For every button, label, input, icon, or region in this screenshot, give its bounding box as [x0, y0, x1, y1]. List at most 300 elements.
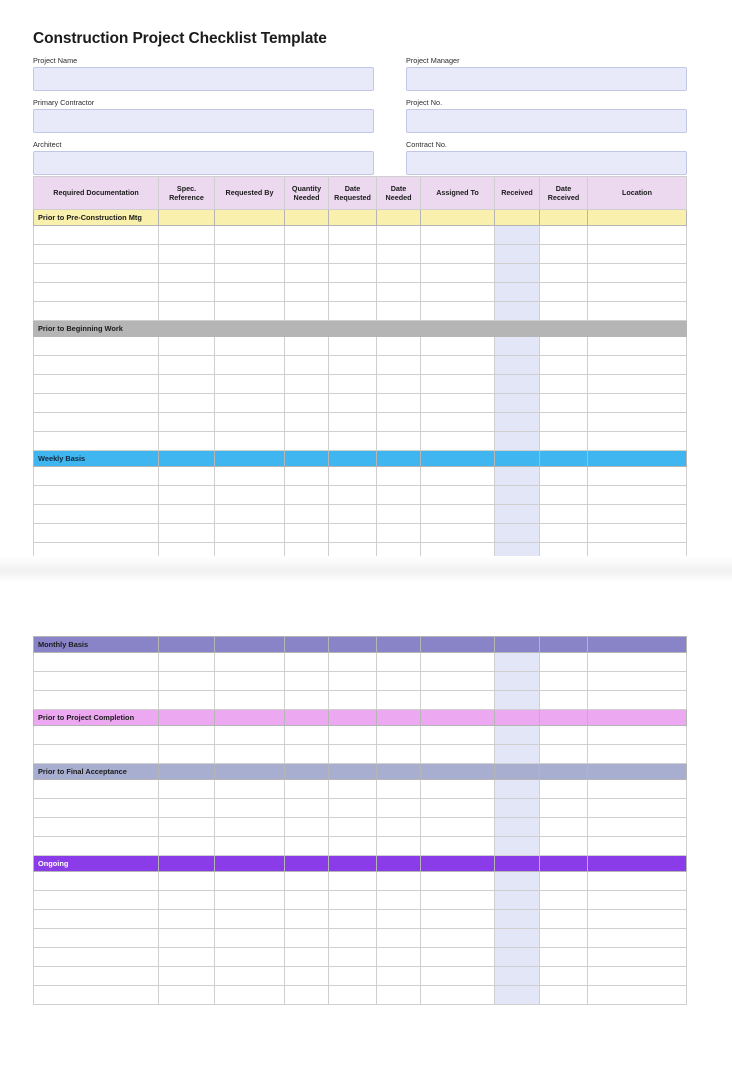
table-cell-date-received[interactable]: [540, 486, 588, 505]
table-cell-location[interactable]: [588, 672, 687, 691]
table-cell-date-requested[interactable]: [329, 986, 377, 1005]
table-cell-assigned-to[interactable]: [421, 486, 495, 505]
table-cell-assigned-to[interactable]: [421, 413, 495, 432]
table-cell-assigned-to[interactable]: [421, 948, 495, 967]
table-cell-date-requested[interactable]: [329, 929, 377, 948]
table-cell-quantity-needed[interactable]: [285, 672, 329, 691]
table-cell-requested-by[interactable]: [215, 948, 285, 967]
table-cell-spec-reference[interactable]: [159, 283, 215, 302]
table-cell-spec-reference[interactable]: [159, 356, 215, 375]
table-cell-date-received[interactable]: [540, 394, 588, 413]
table-cell-date-needed[interactable]: [377, 337, 421, 356]
table-cell-date-received[interactable]: [540, 726, 588, 745]
table-cell-requested-by[interactable]: [215, 726, 285, 745]
table-cell-date-needed[interactable]: [377, 653, 421, 672]
table-cell-received[interactable]: [495, 264, 540, 283]
table-cell-date-received[interactable]: [540, 356, 588, 375]
table-cell-date-requested[interactable]: [329, 672, 377, 691]
table-cell-date-needed[interactable]: [377, 745, 421, 764]
table-cell-requested-by[interactable]: [215, 302, 285, 321]
table-cell-spec-reference[interactable]: [159, 653, 215, 672]
table-cell-date-needed[interactable]: [377, 910, 421, 929]
table-cell-quantity-needed[interactable]: [285, 432, 329, 451]
table-cell-assigned-to[interactable]: [421, 302, 495, 321]
table-cell-quantity-needed[interactable]: [285, 799, 329, 818]
table-cell-required-documentation[interactable]: [34, 356, 159, 375]
table-cell-requested-by[interactable]: [215, 818, 285, 837]
table-cell-date-requested[interactable]: [329, 245, 377, 264]
table-cell-date-received[interactable]: [540, 264, 588, 283]
table-cell-assigned-to[interactable]: [421, 745, 495, 764]
table-cell-quantity-needed[interactable]: [285, 986, 329, 1005]
table-cell-required-documentation[interactable]: [34, 891, 159, 910]
table-cell-assigned-to[interactable]: [421, 891, 495, 910]
table-cell-date-needed[interactable]: [377, 799, 421, 818]
table-cell-date-requested[interactable]: [329, 691, 377, 710]
table-cell-quantity-needed[interactable]: [285, 356, 329, 375]
table-cell-requested-by[interactable]: [215, 337, 285, 356]
table-cell-received[interactable]: [495, 726, 540, 745]
table-cell-required-documentation[interactable]: [34, 486, 159, 505]
table-cell-requested-by[interactable]: [215, 653, 285, 672]
table-cell-spec-reference[interactable]: [159, 486, 215, 505]
table-cell-received[interactable]: [495, 672, 540, 691]
table-cell-requested-by[interactable]: [215, 467, 285, 486]
table-cell-location[interactable]: [588, 837, 687, 856]
table-cell-received[interactable]: [495, 356, 540, 375]
table-cell-quantity-needed[interactable]: [285, 837, 329, 856]
table-cell-quantity-needed[interactable]: [285, 891, 329, 910]
table-cell-quantity-needed[interactable]: [285, 283, 329, 302]
table-cell-date-received[interactable]: [540, 872, 588, 891]
table-cell-date-needed[interactable]: [377, 356, 421, 375]
input-project-no[interactable]: [406, 109, 687, 133]
input-architect[interactable]: [33, 151, 374, 175]
table-cell-assigned-to[interactable]: [421, 910, 495, 929]
table-cell-assigned-to[interactable]: [421, 726, 495, 745]
table-cell-spec-reference[interactable]: [159, 505, 215, 524]
table-cell-location[interactable]: [588, 653, 687, 672]
table-cell-quantity-needed[interactable]: [285, 929, 329, 948]
table-cell-date-received[interactable]: [540, 245, 588, 264]
table-cell-received[interactable]: [495, 245, 540, 264]
table-cell-spec-reference[interactable]: [159, 302, 215, 321]
table-cell-received[interactable]: [495, 302, 540, 321]
table-cell-required-documentation[interactable]: [34, 337, 159, 356]
table-cell-requested-by[interactable]: [215, 780, 285, 799]
table-cell-assigned-to[interactable]: [421, 356, 495, 375]
table-cell-date-requested[interactable]: [329, 780, 377, 799]
table-cell-spec-reference[interactable]: [159, 967, 215, 986]
table-cell-assigned-to[interactable]: [421, 524, 495, 543]
table-cell-required-documentation[interactable]: [34, 986, 159, 1005]
table-cell-date-requested[interactable]: [329, 726, 377, 745]
table-cell-date-requested[interactable]: [329, 356, 377, 375]
table-cell-date-received[interactable]: [540, 837, 588, 856]
table-cell-quantity-needed[interactable]: [285, 818, 329, 837]
table-cell-location[interactable]: [588, 691, 687, 710]
table-cell-location[interactable]: [588, 872, 687, 891]
table-cell-spec-reference[interactable]: [159, 524, 215, 543]
table-cell-date-requested[interactable]: [329, 486, 377, 505]
table-cell-date-needed[interactable]: [377, 432, 421, 451]
table-cell-quantity-needed[interactable]: [285, 264, 329, 283]
table-cell-received[interactable]: [495, 818, 540, 837]
table-cell-location[interactable]: [588, 432, 687, 451]
table-cell-assigned-to[interactable]: [421, 375, 495, 394]
table-cell-date-needed[interactable]: [377, 264, 421, 283]
table-cell-required-documentation[interactable]: [34, 929, 159, 948]
table-cell-assigned-to[interactable]: [421, 967, 495, 986]
table-cell-requested-by[interactable]: [215, 799, 285, 818]
table-cell-date-received[interactable]: [540, 283, 588, 302]
table-cell-required-documentation[interactable]: [34, 505, 159, 524]
table-cell-assigned-to[interactable]: [421, 505, 495, 524]
table-cell-required-documentation[interactable]: [34, 245, 159, 264]
table-cell-received[interactable]: [495, 653, 540, 672]
table-cell-date-needed[interactable]: [377, 818, 421, 837]
table-cell-date-requested[interactable]: [329, 264, 377, 283]
table-cell-received[interactable]: [495, 467, 540, 486]
table-cell-date-received[interactable]: [540, 375, 588, 394]
table-cell-assigned-to[interactable]: [421, 691, 495, 710]
table-cell-required-documentation[interactable]: [34, 780, 159, 799]
table-cell-requested-by[interactable]: [215, 929, 285, 948]
table-cell-location[interactable]: [588, 505, 687, 524]
table-cell-requested-by[interactable]: [215, 837, 285, 856]
table-cell-assigned-to[interactable]: [421, 929, 495, 948]
table-cell-location[interactable]: [588, 467, 687, 486]
table-cell-date-received[interactable]: [540, 967, 588, 986]
table-cell-date-received[interactable]: [540, 413, 588, 432]
table-cell-quantity-needed[interactable]: [285, 505, 329, 524]
table-cell-requested-by[interactable]: [215, 375, 285, 394]
table-cell-assigned-to[interactable]: [421, 986, 495, 1005]
table-cell-date-needed[interactable]: [377, 672, 421, 691]
table-cell-spec-reference[interactable]: [159, 375, 215, 394]
table-cell-quantity-needed[interactable]: [285, 226, 329, 245]
table-cell-requested-by[interactable]: [215, 245, 285, 264]
table-cell-quantity-needed[interactable]: [285, 948, 329, 967]
table-cell-assigned-to[interactable]: [421, 837, 495, 856]
table-cell-quantity-needed[interactable]: [285, 524, 329, 543]
table-cell-spec-reference[interactable]: [159, 891, 215, 910]
table-cell-quantity-needed[interactable]: [285, 302, 329, 321]
table-cell-requested-by[interactable]: [215, 745, 285, 764]
input-primary-contractor[interactable]: [33, 109, 374, 133]
table-cell-assigned-to[interactable]: [421, 432, 495, 451]
table-cell-requested-by[interactable]: [215, 283, 285, 302]
table-cell-quantity-needed[interactable]: [285, 872, 329, 891]
table-cell-date-needed[interactable]: [377, 726, 421, 745]
table-cell-date-requested[interactable]: [329, 413, 377, 432]
table-cell-location[interactable]: [588, 967, 687, 986]
table-cell-spec-reference[interactable]: [159, 929, 215, 948]
table-cell-received[interactable]: [495, 394, 540, 413]
table-cell-date-requested[interactable]: [329, 872, 377, 891]
table-cell-date-requested[interactable]: [329, 818, 377, 837]
table-cell-received[interactable]: [495, 524, 540, 543]
table-cell-requested-by[interactable]: [215, 986, 285, 1005]
table-cell-spec-reference[interactable]: [159, 872, 215, 891]
table-cell-date-received[interactable]: [540, 986, 588, 1005]
table-cell-requested-by[interactable]: [215, 910, 285, 929]
table-cell-required-documentation[interactable]: [34, 375, 159, 394]
table-cell-assigned-to[interactable]: [421, 780, 495, 799]
table-cell-spec-reference[interactable]: [159, 818, 215, 837]
table-cell-spec-reference[interactable]: [159, 799, 215, 818]
table-cell-date-requested[interactable]: [329, 891, 377, 910]
table-cell-required-documentation[interactable]: [34, 264, 159, 283]
table-cell-location[interactable]: [588, 948, 687, 967]
table-cell-location[interactable]: [588, 818, 687, 837]
table-cell-spec-reference[interactable]: [159, 745, 215, 764]
table-cell-required-documentation[interactable]: [34, 872, 159, 891]
table-cell-date-received[interactable]: [540, 818, 588, 837]
table-cell-required-documentation[interactable]: [34, 467, 159, 486]
table-cell-quantity-needed[interactable]: [285, 967, 329, 986]
table-cell-date-requested[interactable]: [329, 948, 377, 967]
table-cell-assigned-to[interactable]: [421, 226, 495, 245]
table-cell-location[interactable]: [588, 413, 687, 432]
table-cell-location[interactable]: [588, 245, 687, 264]
table-cell-date-requested[interactable]: [329, 745, 377, 764]
table-cell-date-needed[interactable]: [377, 929, 421, 948]
table-cell-spec-reference[interactable]: [159, 726, 215, 745]
table-cell-requested-by[interactable]: [215, 505, 285, 524]
table-cell-spec-reference[interactable]: [159, 780, 215, 799]
table-cell-date-received[interactable]: [540, 691, 588, 710]
table-cell-requested-by[interactable]: [215, 413, 285, 432]
table-cell-date-received[interactable]: [540, 780, 588, 799]
table-cell-date-needed[interactable]: [377, 967, 421, 986]
table-cell-date-needed[interactable]: [377, 891, 421, 910]
table-cell-date-received[interactable]: [540, 337, 588, 356]
table-cell-quantity-needed[interactable]: [285, 780, 329, 799]
table-cell-received[interactable]: [495, 337, 540, 356]
table-cell-date-received[interactable]: [540, 745, 588, 764]
table-cell-received[interactable]: [495, 413, 540, 432]
table-cell-requested-by[interactable]: [215, 432, 285, 451]
table-cell-location[interactable]: [588, 375, 687, 394]
table-cell-requested-by[interactable]: [215, 264, 285, 283]
table-cell-date-requested[interactable]: [329, 837, 377, 856]
table-cell-date-needed[interactable]: [377, 283, 421, 302]
table-cell-required-documentation[interactable]: [34, 226, 159, 245]
table-cell-date-requested[interactable]: [329, 524, 377, 543]
table-cell-requested-by[interactable]: [215, 394, 285, 413]
table-cell-location[interactable]: [588, 726, 687, 745]
table-cell-received[interactable]: [495, 910, 540, 929]
input-contract-no[interactable]: [406, 151, 687, 175]
table-cell-date-requested[interactable]: [329, 653, 377, 672]
table-cell-requested-by[interactable]: [215, 226, 285, 245]
table-cell-location[interactable]: [588, 302, 687, 321]
table-cell-assigned-to[interactable]: [421, 467, 495, 486]
table-cell-required-documentation[interactable]: [34, 745, 159, 764]
table-cell-spec-reference[interactable]: [159, 337, 215, 356]
table-cell-quantity-needed[interactable]: [285, 745, 329, 764]
table-cell-spec-reference[interactable]: [159, 245, 215, 264]
table-cell-date-received[interactable]: [540, 524, 588, 543]
table-cell-received[interactable]: [495, 226, 540, 245]
table-cell-spec-reference[interactable]: [159, 910, 215, 929]
table-cell-location[interactable]: [588, 356, 687, 375]
table-cell-date-needed[interactable]: [377, 837, 421, 856]
table-cell-received[interactable]: [495, 375, 540, 394]
table-cell-date-received[interactable]: [540, 672, 588, 691]
table-cell-required-documentation[interactable]: [34, 948, 159, 967]
table-cell-date-needed[interactable]: [377, 872, 421, 891]
table-cell-quantity-needed[interactable]: [285, 394, 329, 413]
table-cell-received[interactable]: [495, 891, 540, 910]
table-cell-required-documentation[interactable]: [34, 394, 159, 413]
table-cell-location[interactable]: [588, 337, 687, 356]
table-cell-location[interactable]: [588, 929, 687, 948]
table-cell-requested-by[interactable]: [215, 872, 285, 891]
table-cell-date-requested[interactable]: [329, 505, 377, 524]
table-cell-received[interactable]: [495, 799, 540, 818]
table-cell-quantity-needed[interactable]: [285, 337, 329, 356]
table-cell-location[interactable]: [588, 283, 687, 302]
table-cell-requested-by[interactable]: [215, 967, 285, 986]
table-cell-date-requested[interactable]: [329, 799, 377, 818]
table-cell-required-documentation[interactable]: [34, 799, 159, 818]
table-cell-required-documentation[interactable]: [34, 691, 159, 710]
table-cell-required-documentation[interactable]: [34, 672, 159, 691]
table-cell-assigned-to[interactable]: [421, 872, 495, 891]
table-cell-location[interactable]: [588, 745, 687, 764]
table-cell-date-requested[interactable]: [329, 467, 377, 486]
table-cell-date-needed[interactable]: [377, 986, 421, 1005]
table-cell-date-received[interactable]: [540, 929, 588, 948]
table-cell-spec-reference[interactable]: [159, 837, 215, 856]
table-cell-quantity-needed[interactable]: [285, 726, 329, 745]
table-cell-requested-by[interactable]: [215, 486, 285, 505]
table-cell-assigned-to[interactable]: [421, 337, 495, 356]
table-cell-assigned-to[interactable]: [421, 799, 495, 818]
table-cell-spec-reference[interactable]: [159, 467, 215, 486]
table-cell-required-documentation[interactable]: [34, 524, 159, 543]
table-cell-required-documentation[interactable]: [34, 283, 159, 302]
table-cell-received[interactable]: [495, 486, 540, 505]
table-cell-date-requested[interactable]: [329, 910, 377, 929]
table-cell-received[interactable]: [495, 505, 540, 524]
table-cell-quantity-needed[interactable]: [285, 375, 329, 394]
table-cell-required-documentation[interactable]: [34, 413, 159, 432]
table-cell-date-requested[interactable]: [329, 394, 377, 413]
table-cell-assigned-to[interactable]: [421, 264, 495, 283]
input-project-name[interactable]: [33, 67, 374, 91]
table-cell-received[interactable]: [495, 283, 540, 302]
table-cell-spec-reference[interactable]: [159, 691, 215, 710]
table-cell-requested-by[interactable]: [215, 524, 285, 543]
table-cell-received[interactable]: [495, 691, 540, 710]
table-cell-location[interactable]: [588, 986, 687, 1005]
table-cell-date-requested[interactable]: [329, 283, 377, 302]
input-project-manager[interactable]: [406, 67, 687, 91]
table-cell-date-needed[interactable]: [377, 948, 421, 967]
table-cell-location[interactable]: [588, 226, 687, 245]
table-cell-date-received[interactable]: [540, 653, 588, 672]
table-cell-date-received[interactable]: [540, 505, 588, 524]
table-cell-assigned-to[interactable]: [421, 394, 495, 413]
table-cell-received[interactable]: [495, 745, 540, 764]
table-cell-spec-reference[interactable]: [159, 264, 215, 283]
table-cell-location[interactable]: [588, 910, 687, 929]
table-cell-date-needed[interactable]: [377, 524, 421, 543]
table-cell-date-received[interactable]: [540, 910, 588, 929]
table-cell-date-received[interactable]: [540, 799, 588, 818]
table-cell-quantity-needed[interactable]: [285, 467, 329, 486]
table-cell-location[interactable]: [588, 891, 687, 910]
table-cell-assigned-to[interactable]: [421, 283, 495, 302]
table-cell-spec-reference[interactable]: [159, 394, 215, 413]
table-cell-received[interactable]: [495, 948, 540, 967]
table-cell-spec-reference[interactable]: [159, 226, 215, 245]
table-cell-date-requested[interactable]: [329, 302, 377, 321]
table-cell-spec-reference[interactable]: [159, 948, 215, 967]
table-cell-date-needed[interactable]: [377, 302, 421, 321]
table-cell-spec-reference[interactable]: [159, 432, 215, 451]
table-cell-received[interactable]: [495, 837, 540, 856]
table-cell-date-requested[interactable]: [329, 375, 377, 394]
table-cell-date-needed[interactable]: [377, 505, 421, 524]
table-cell-date-received[interactable]: [540, 467, 588, 486]
table-cell-date-needed[interactable]: [377, 413, 421, 432]
table-cell-location[interactable]: [588, 264, 687, 283]
table-cell-received[interactable]: [495, 780, 540, 799]
table-cell-received[interactable]: [495, 432, 540, 451]
table-cell-date-needed[interactable]: [377, 467, 421, 486]
table-cell-assigned-to[interactable]: [421, 818, 495, 837]
table-cell-date-requested[interactable]: [329, 337, 377, 356]
table-cell-quantity-needed[interactable]: [285, 413, 329, 432]
table-cell-date-received[interactable]: [540, 302, 588, 321]
table-cell-spec-reference[interactable]: [159, 986, 215, 1005]
table-cell-date-requested[interactable]: [329, 432, 377, 451]
table-cell-date-requested[interactable]: [329, 967, 377, 986]
table-cell-date-needed[interactable]: [377, 245, 421, 264]
table-cell-required-documentation[interactable]: [34, 910, 159, 929]
table-cell-required-documentation[interactable]: [34, 837, 159, 856]
table-cell-assigned-to[interactable]: [421, 672, 495, 691]
table-cell-assigned-to[interactable]: [421, 653, 495, 672]
table-cell-location[interactable]: [588, 780, 687, 799]
table-cell-quantity-needed[interactable]: [285, 245, 329, 264]
table-cell-required-documentation[interactable]: [34, 432, 159, 451]
table-cell-date-received[interactable]: [540, 891, 588, 910]
table-cell-required-documentation[interactable]: [34, 302, 159, 321]
table-cell-date-received[interactable]: [540, 948, 588, 967]
table-cell-required-documentation[interactable]: [34, 967, 159, 986]
table-cell-required-documentation[interactable]: [34, 653, 159, 672]
table-cell-date-needed[interactable]: [377, 780, 421, 799]
table-cell-required-documentation[interactable]: [34, 726, 159, 745]
table-cell-received[interactable]: [495, 872, 540, 891]
table-cell-assigned-to[interactable]: [421, 245, 495, 264]
table-cell-requested-by[interactable]: [215, 691, 285, 710]
table-cell-location[interactable]: [588, 486, 687, 505]
table-cell-date-received[interactable]: [540, 226, 588, 245]
table-cell-date-needed[interactable]: [377, 375, 421, 394]
table-cell-date-needed[interactable]: [377, 394, 421, 413]
table-cell-date-needed[interactable]: [377, 691, 421, 710]
table-cell-quantity-needed[interactable]: [285, 910, 329, 929]
table-cell-requested-by[interactable]: [215, 356, 285, 375]
table-cell-date-received[interactable]: [540, 432, 588, 451]
table-cell-quantity-needed[interactable]: [285, 653, 329, 672]
